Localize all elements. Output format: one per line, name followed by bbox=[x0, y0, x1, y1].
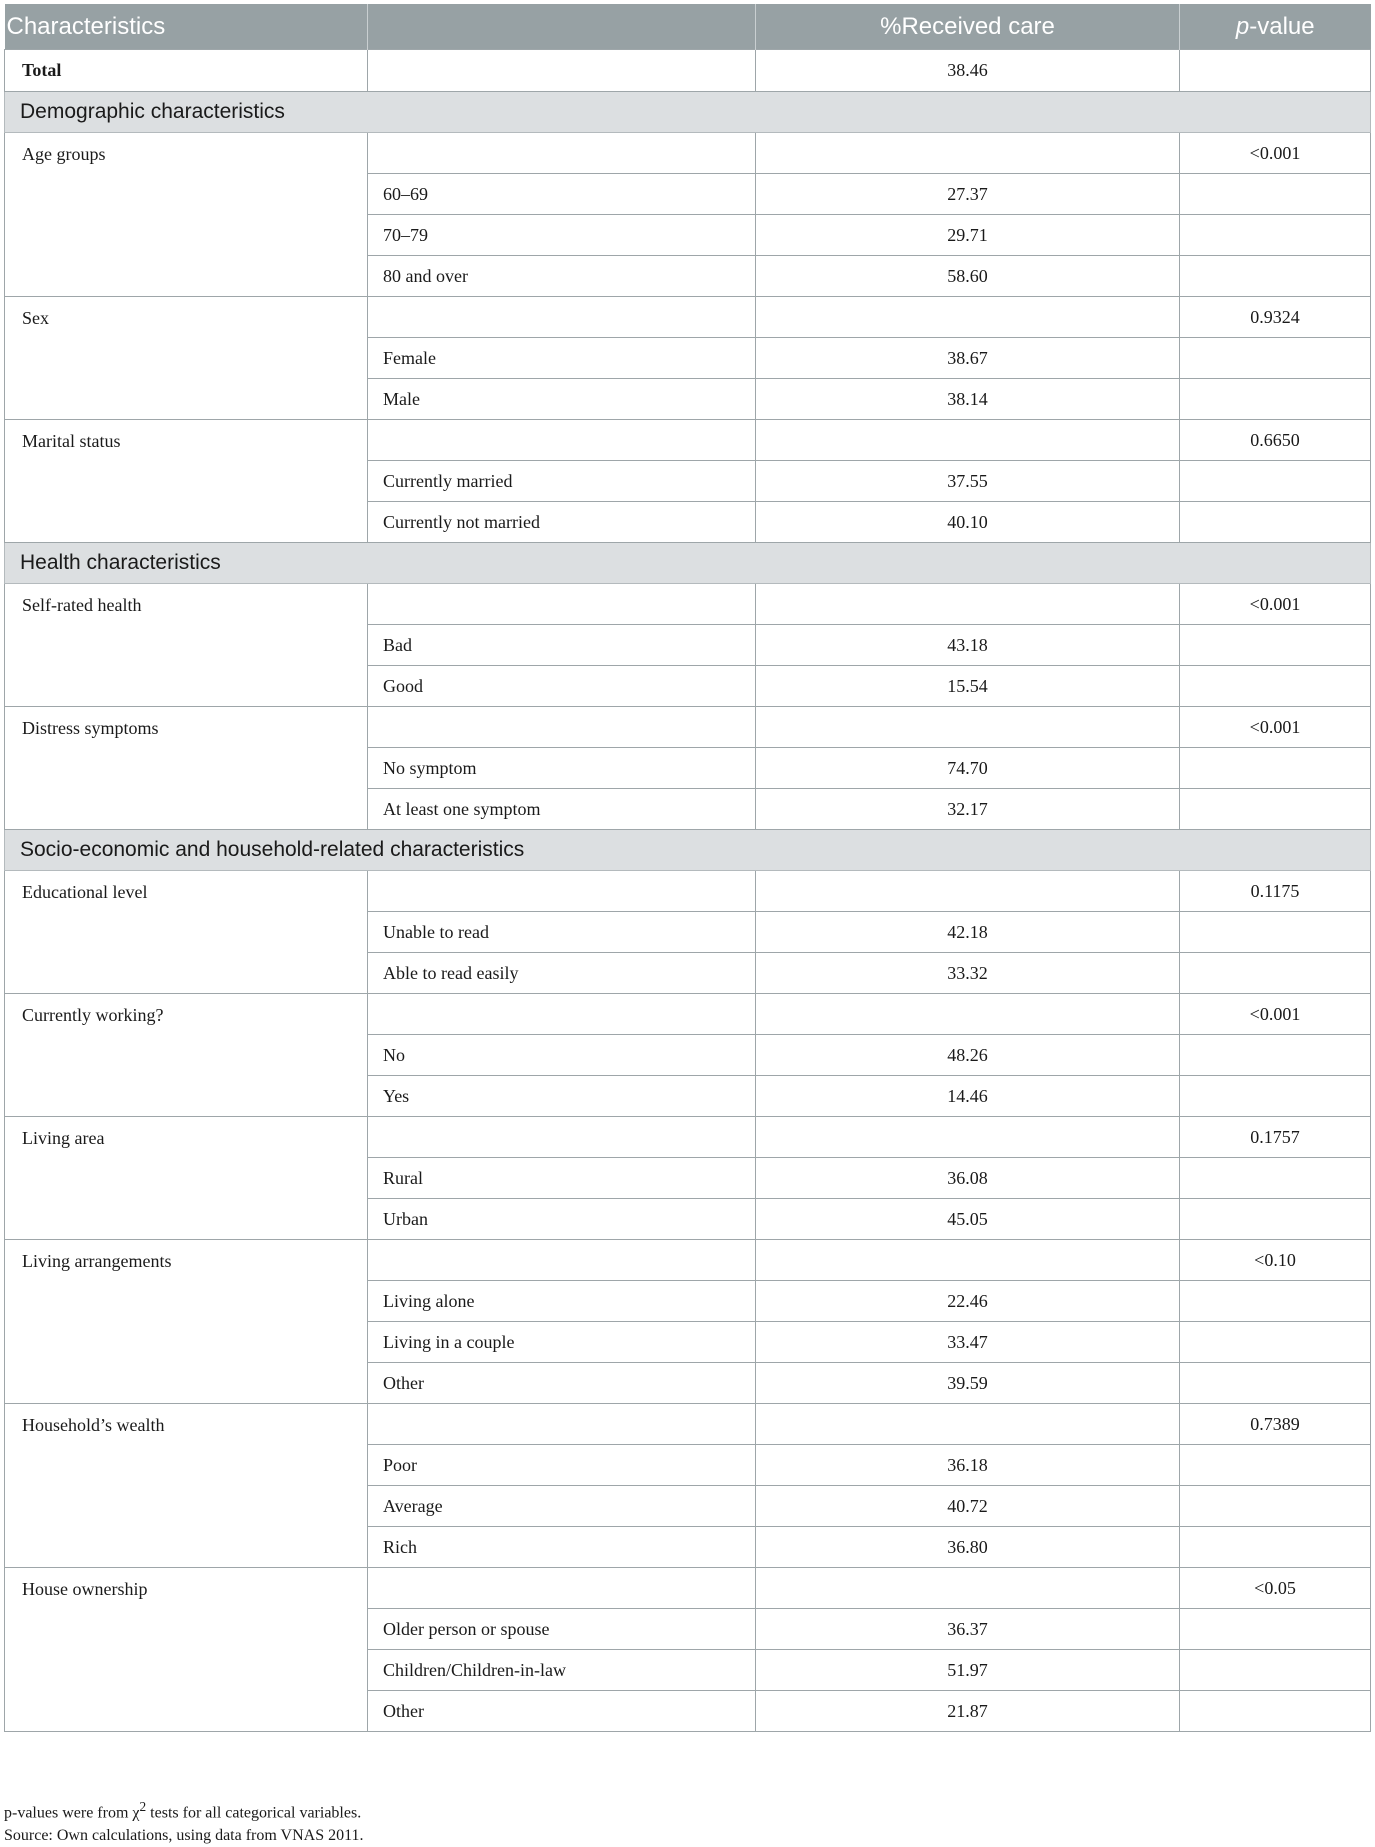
group-p-value: 0.9324 bbox=[1180, 297, 1371, 338]
group-empty-cell bbox=[368, 707, 756, 748]
subgroup-p-empty bbox=[1180, 379, 1371, 420]
group-p-value: <0.05 bbox=[1180, 1568, 1371, 1609]
group-row bbox=[5, 1117, 1371, 1158]
subgroup-label: Children/Children-in-law bbox=[368, 1650, 756, 1691]
subgroup-value: 22.46 bbox=[756, 1281, 1180, 1322]
subgroup-value: 33.32 bbox=[756, 953, 1180, 994]
group-row bbox=[5, 420, 1371, 461]
group-label: Living arrangements bbox=[5, 1240, 368, 1404]
group-label: Household’s wealth bbox=[5, 1404, 368, 1568]
footnote-pvalue-text: p-values were from χ bbox=[4, 1804, 140, 1822]
group-p-value: 0.7389 bbox=[1180, 1404, 1371, 1445]
care-characteristics-table bbox=[4, 4, 1371, 1732]
group-empty-cell bbox=[368, 133, 756, 174]
subgroup-p-empty bbox=[1180, 1076, 1371, 1117]
group-empty-cell bbox=[756, 420, 1180, 461]
subgroup-value: 38.67 bbox=[756, 338, 1180, 379]
subgroup-label: Unable to read bbox=[368, 912, 756, 953]
subgroup-p-empty bbox=[1180, 912, 1371, 953]
subgroup-value: 37.55 bbox=[756, 461, 1180, 502]
subgroup-value: 36.37 bbox=[756, 1609, 1180, 1650]
group-empty-cell bbox=[368, 994, 756, 1035]
group-row bbox=[5, 584, 1371, 625]
group-label: Age groups bbox=[5, 133, 368, 297]
subgroup-p-empty bbox=[1180, 256, 1371, 297]
group-empty-cell bbox=[368, 871, 756, 912]
subgroup-value: 33.47 bbox=[756, 1322, 1180, 1363]
group-row bbox=[5, 1568, 1371, 1609]
section-title: Socio-economic and household-related characteristics bbox=[5, 830, 1371, 871]
group-empty-cell bbox=[756, 707, 1180, 748]
subgroup-label: Good bbox=[368, 666, 756, 707]
subgroup-value: 48.26 bbox=[756, 1035, 1180, 1076]
subgroup-label: No symptom bbox=[368, 748, 756, 789]
data-table-wrapper bbox=[4, 4, 1370, 1732]
subgroup-label: No bbox=[368, 1035, 756, 1076]
header-p-value bbox=[1180, 4, 1371, 50]
subgroup-label: Average bbox=[368, 1486, 756, 1527]
group-label: House ownership bbox=[5, 1568, 368, 1732]
subgroup-p-empty bbox=[1180, 1322, 1371, 1363]
subgroup-label: Male bbox=[368, 379, 756, 420]
subgroup-value: 39.59 bbox=[756, 1363, 1180, 1404]
subgroup-p-empty bbox=[1180, 461, 1371, 502]
group-row bbox=[5, 1404, 1371, 1445]
footnote-chi-superscript: 2 bbox=[139, 1799, 147, 1814]
subgroup-p-empty bbox=[1180, 748, 1371, 789]
subgroup-value: 74.70 bbox=[756, 748, 1180, 789]
header-received-care: %Received care bbox=[756, 4, 1180, 50]
group-empty-cell bbox=[368, 420, 756, 461]
subgroup-label: Other bbox=[368, 1363, 756, 1404]
header-empty bbox=[368, 4, 756, 50]
section-header-row bbox=[5, 830, 1371, 871]
subgroup-value: 45.05 bbox=[756, 1199, 1180, 1240]
subgroup-value: 42.18 bbox=[756, 912, 1180, 953]
subgroup-value: 32.17 bbox=[756, 789, 1180, 830]
subgroup-p-empty bbox=[1180, 1035, 1371, 1076]
subgroup-value: 43.18 bbox=[756, 625, 1180, 666]
subgroup-p-empty bbox=[1180, 1445, 1371, 1486]
group-p-value: <0.001 bbox=[1180, 133, 1371, 174]
section-title: Demographic characteristics bbox=[5, 92, 1371, 133]
subgroup-label: Living alone bbox=[368, 1281, 756, 1322]
subgroup-label: 60–69 bbox=[368, 174, 756, 215]
subgroup-label: Bad bbox=[368, 625, 756, 666]
group-row bbox=[5, 133, 1371, 174]
total-label: Total bbox=[5, 50, 368, 92]
subgroup-p-empty bbox=[1180, 1199, 1371, 1240]
subgroup-p-empty bbox=[1180, 174, 1371, 215]
group-empty-cell bbox=[756, 1240, 1180, 1281]
subgroup-label: Other bbox=[368, 1691, 756, 1732]
group-p-value: 0.1175 bbox=[1180, 871, 1371, 912]
group-empty-cell bbox=[756, 871, 1180, 912]
subgroup-value: 40.10 bbox=[756, 502, 1180, 543]
table-footnotes bbox=[4, 1795, 364, 1847]
subgroup-p-empty bbox=[1180, 1527, 1371, 1568]
group-empty-cell bbox=[368, 297, 756, 338]
group-label: Self-rated health bbox=[5, 584, 368, 707]
subgroup-value: 36.08 bbox=[756, 1158, 1180, 1199]
subgroup-value: 38.14 bbox=[756, 379, 1180, 420]
section-title: Health characteristics bbox=[5, 543, 1371, 584]
subgroup-p-empty bbox=[1180, 789, 1371, 830]
group-p-value: <0.001 bbox=[1180, 707, 1371, 748]
header-row bbox=[5, 4, 1371, 50]
subgroup-p-empty bbox=[1180, 1158, 1371, 1199]
subgroup-label: Currently married bbox=[368, 461, 756, 502]
header-p-suffix: -value bbox=[1249, 12, 1315, 40]
footnote-source: Source: Own calculations, using data from VNAS 2011. bbox=[4, 1827, 364, 1845]
group-empty-cell bbox=[368, 584, 756, 625]
subgroup-value: 40.72 bbox=[756, 1486, 1180, 1527]
subgroup-p-empty bbox=[1180, 502, 1371, 543]
subgroup-label: Rich bbox=[368, 1527, 756, 1568]
subgroup-label: Poor bbox=[368, 1445, 756, 1486]
group-row bbox=[5, 1240, 1371, 1281]
total-empty bbox=[368, 50, 756, 92]
subgroup-label: 70–79 bbox=[368, 215, 756, 256]
group-empty-cell bbox=[756, 584, 1180, 625]
group-row bbox=[5, 297, 1371, 338]
footnote-pvalue bbox=[4, 1795, 364, 1824]
section-header-row bbox=[5, 543, 1371, 584]
group-label: Educational level bbox=[5, 871, 368, 994]
subgroup-p-empty bbox=[1180, 625, 1371, 666]
total-value: 38.46 bbox=[756, 50, 1180, 92]
subgroup-p-empty bbox=[1180, 338, 1371, 379]
subgroup-p-empty bbox=[1180, 215, 1371, 256]
group-label: Distress symptoms bbox=[5, 707, 368, 830]
total-p-empty bbox=[1180, 50, 1371, 92]
subgroup-p-empty bbox=[1180, 666, 1371, 707]
subgroup-value: 15.54 bbox=[756, 666, 1180, 707]
subgroup-label: Rural bbox=[368, 1158, 756, 1199]
subgroup-value: 58.60 bbox=[756, 256, 1180, 297]
subgroup-value: 36.80 bbox=[756, 1527, 1180, 1568]
subgroup-value: 21.87 bbox=[756, 1691, 1180, 1732]
group-p-value: 0.6650 bbox=[1180, 420, 1371, 461]
group-empty-cell bbox=[368, 1568, 756, 1609]
subgroup-p-empty bbox=[1180, 1609, 1371, 1650]
total-row bbox=[5, 50, 1371, 92]
subgroup-value: 51.97 bbox=[756, 1650, 1180, 1691]
group-empty-cell bbox=[756, 1404, 1180, 1445]
subgroup-value: 29.71 bbox=[756, 215, 1180, 256]
group-empty-cell bbox=[368, 1404, 756, 1445]
subgroup-label: Urban bbox=[368, 1199, 756, 1240]
group-empty-cell bbox=[368, 1117, 756, 1158]
group-p-value: <0.001 bbox=[1180, 584, 1371, 625]
group-empty-cell bbox=[368, 1240, 756, 1281]
subgroup-p-empty bbox=[1180, 1281, 1371, 1322]
subgroup-label: Female bbox=[368, 338, 756, 379]
subgroup-label: Older person or spouse bbox=[368, 1609, 756, 1650]
group-p-value: <0.001 bbox=[1180, 994, 1371, 1035]
subgroup-p-empty bbox=[1180, 1650, 1371, 1691]
subgroup-value: 36.18 bbox=[756, 1445, 1180, 1486]
subgroup-p-empty bbox=[1180, 1486, 1371, 1527]
group-empty-cell bbox=[756, 994, 1180, 1035]
group-empty-cell bbox=[756, 1568, 1180, 1609]
table-header bbox=[5, 4, 1371, 50]
subgroup-label: At least one symptom bbox=[368, 789, 756, 830]
group-row bbox=[5, 994, 1371, 1035]
group-row bbox=[5, 871, 1371, 912]
group-label: Marital status bbox=[5, 420, 368, 543]
group-p-value: 0.1757 bbox=[1180, 1117, 1371, 1158]
subgroup-label: Able to read easily bbox=[368, 953, 756, 994]
subgroup-label: 80 and over bbox=[368, 256, 756, 297]
table-body bbox=[5, 50, 1371, 1732]
group-empty-cell bbox=[756, 1117, 1180, 1158]
subgroup-label: Currently not married bbox=[368, 502, 756, 543]
subgroup-label: Yes bbox=[368, 1076, 756, 1117]
subgroup-value: 27.37 bbox=[756, 174, 1180, 215]
subgroup-label: Living in a couple bbox=[368, 1322, 756, 1363]
subgroup-value: 14.46 bbox=[756, 1076, 1180, 1117]
group-label: Living area bbox=[5, 1117, 368, 1240]
group-row bbox=[5, 707, 1371, 748]
subgroup-p-empty bbox=[1180, 1691, 1371, 1732]
subgroup-p-empty bbox=[1180, 953, 1371, 994]
section-header-row bbox=[5, 92, 1371, 133]
group-label: Sex bbox=[5, 297, 368, 420]
group-p-value: <0.10 bbox=[1180, 1240, 1371, 1281]
header-characteristics: Characteristics bbox=[5, 4, 368, 50]
group-label: Currently working? bbox=[5, 994, 368, 1117]
group-empty-cell bbox=[756, 297, 1180, 338]
header-p-italic: p bbox=[1235, 12, 1250, 40]
group-empty-cell bbox=[756, 133, 1180, 174]
subgroup-p-empty bbox=[1180, 1363, 1371, 1404]
footnote-pvalue-rest: tests for all categorical variables. bbox=[146, 1804, 362, 1822]
